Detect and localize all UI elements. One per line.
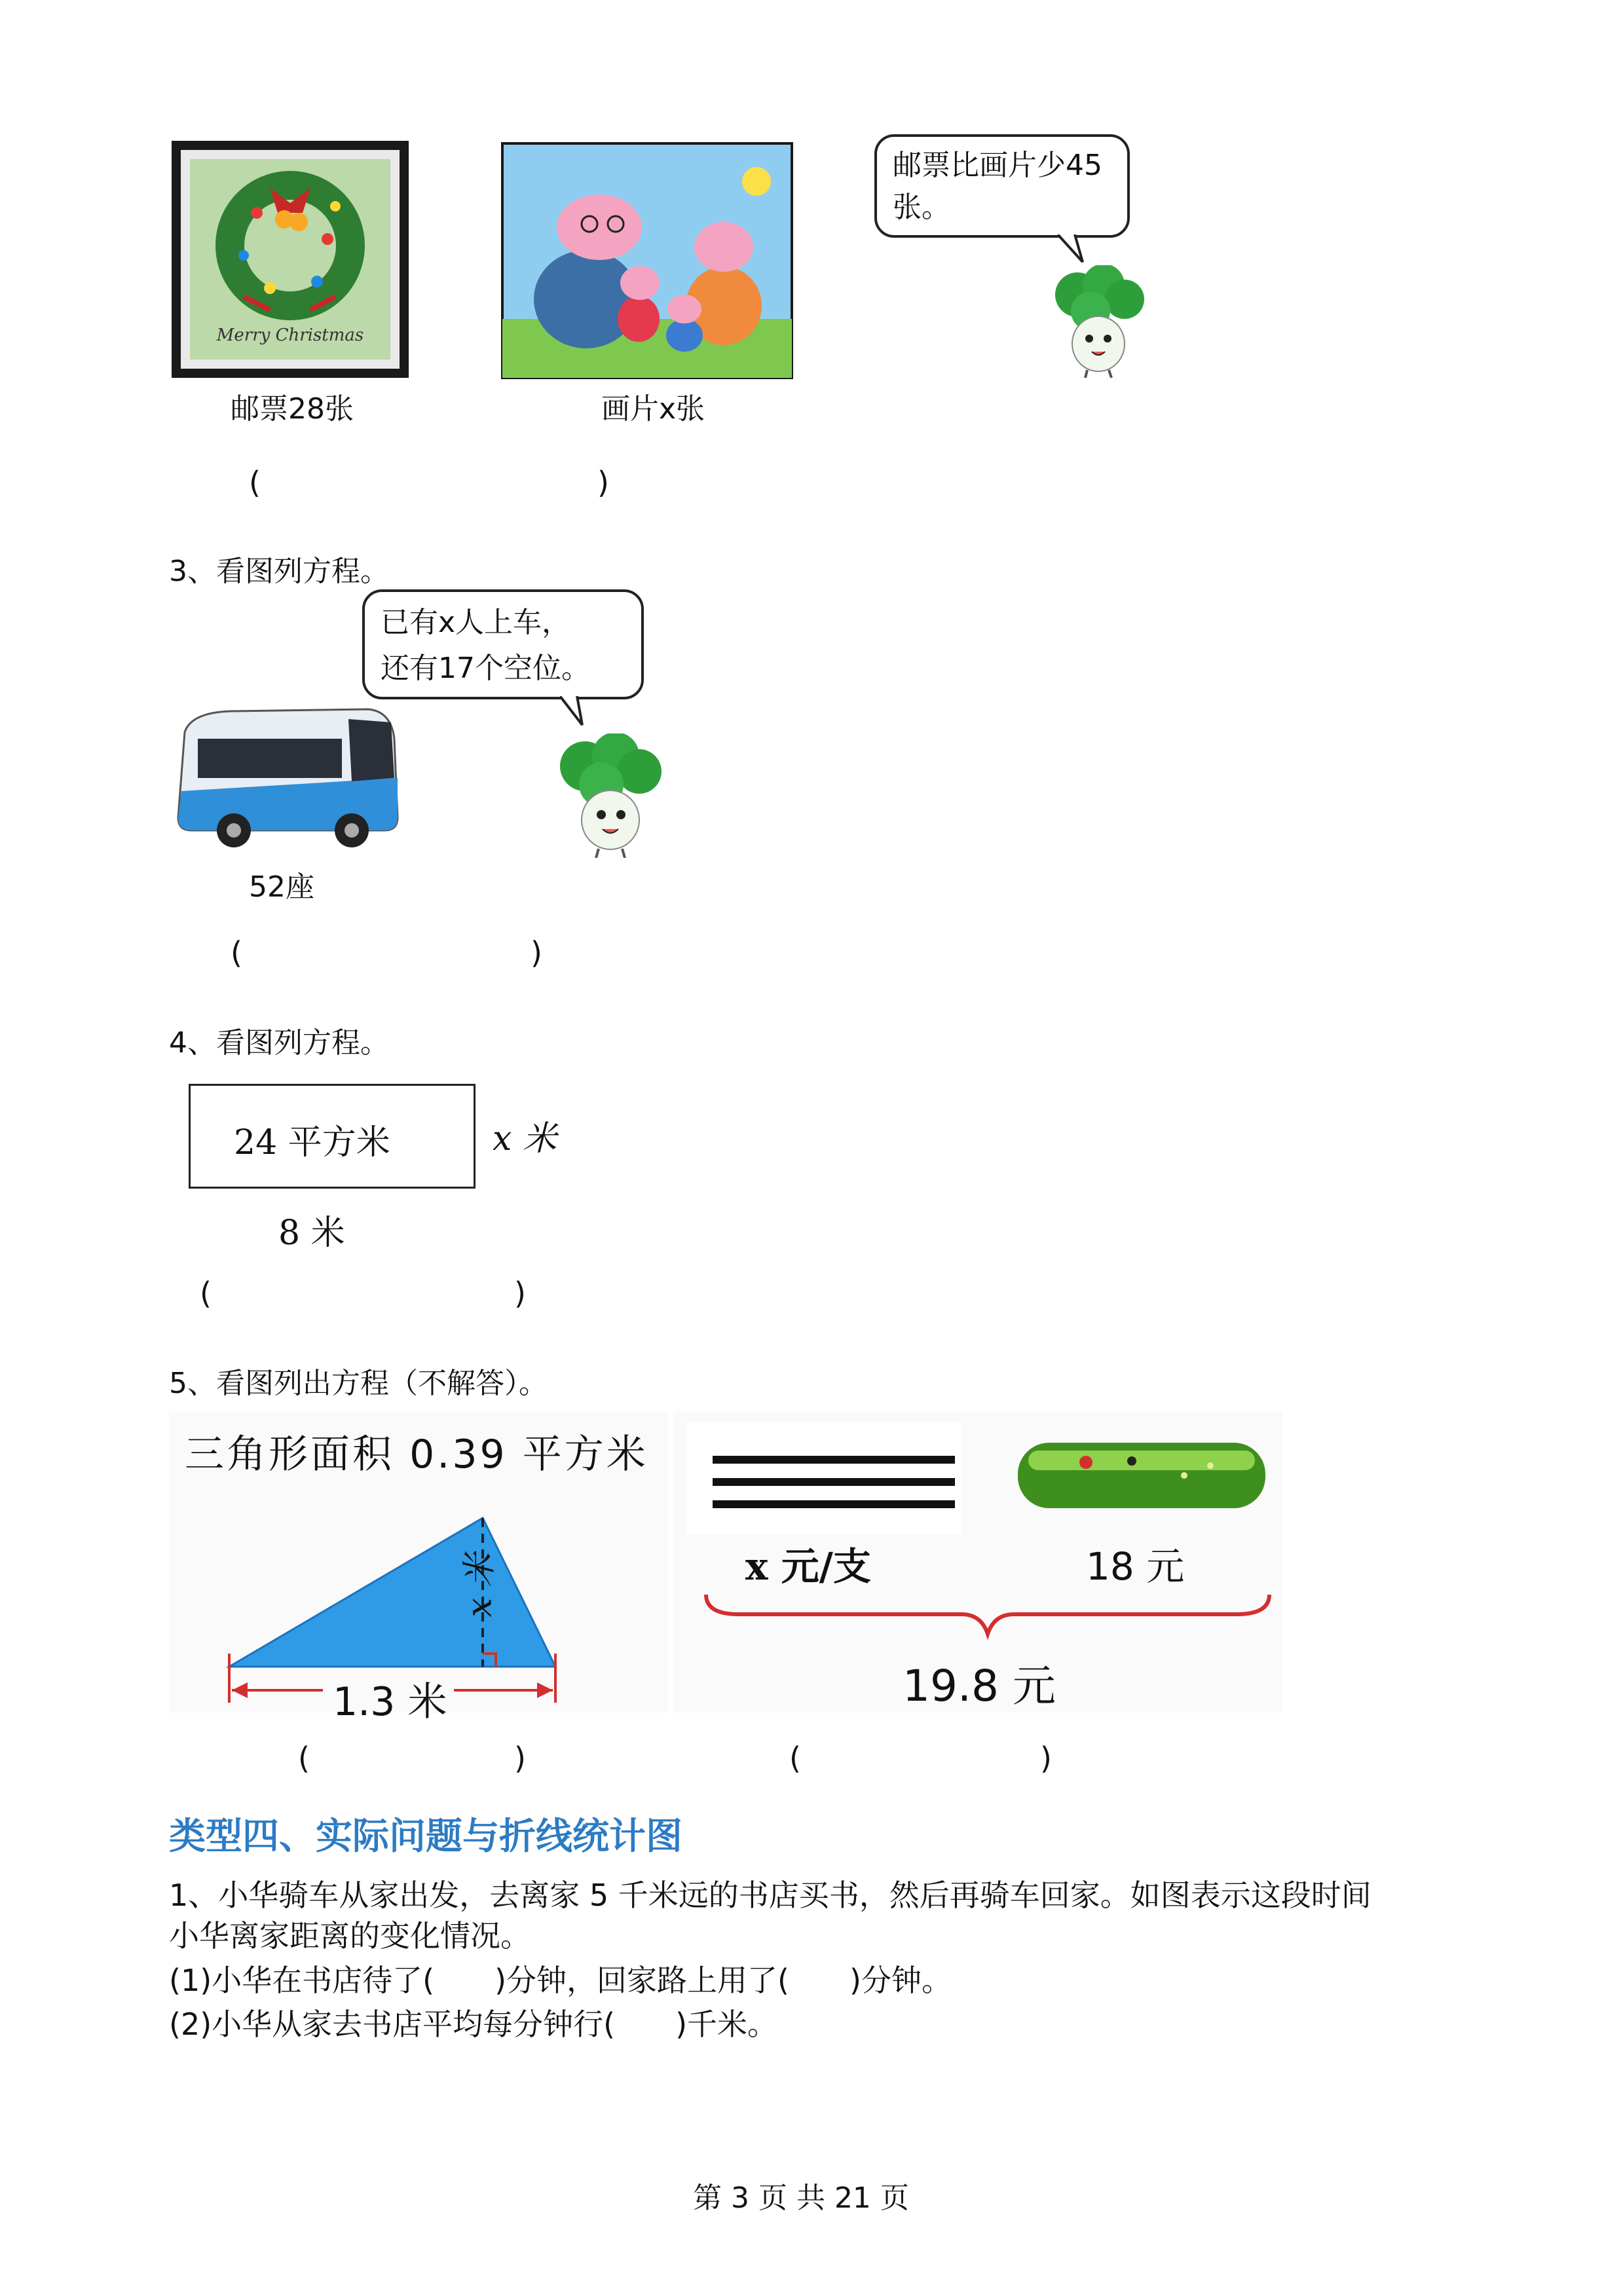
rectangle-bottom-label: 8 米	[278, 1213, 345, 1253]
answer-paren-close: )	[531, 935, 542, 971]
answer-paren-open: (	[231, 935, 242, 971]
stamp-caption: 邮票28张	[231, 392, 354, 426]
bubble-line: 张。	[893, 191, 950, 224]
christmas-stamp-image	[172, 141, 409, 378]
question-4-title: 4、看图列方程。	[169, 1026, 389, 1060]
question-5-title: 5、看图列出方程（不解答）。	[169, 1367, 548, 1400]
bus-image	[172, 699, 401, 851]
sub-question-2: (2)小华从家去书店平均每分钟行( )千米。	[169, 2007, 778, 2042]
page-footer: 第 3 页 共 21 页	[693, 2181, 909, 2215]
problem-text-line: 小华离家距离的变化情况。	[169, 1918, 531, 1953]
pen-price-label: x 元/支	[745, 1544, 871, 1589]
speech-bubble-q3	[362, 589, 644, 699]
answer-paren-close: )	[597, 465, 609, 500]
sub-question-1: (1)小华在书店待了( )分钟，回家路上用了( )分钟。	[169, 1963, 952, 1998]
answer-paren-open: (	[298, 1741, 310, 1776]
bubble-tail-icon	[1058, 234, 1091, 267]
bubble-tail-icon	[560, 696, 593, 729]
rectangle-figure	[189, 1084, 476, 1189]
triangle-height-label: x 米	[460, 1553, 500, 1618]
bubble-line: 还有17个空位。	[381, 652, 590, 685]
answer-paren-close: )	[1040, 1741, 1052, 1776]
peppa-pig-image	[501, 142, 793, 379]
answer-paren-close: )	[514, 1741, 526, 1776]
triangle-panel	[169, 1411, 668, 1725]
pencil-case-image	[1014, 1436, 1269, 1515]
triangle-area-title: 三角形面积 0.39 平方米	[185, 1432, 648, 1477]
rectangle-area-label: 24 平方米	[234, 1123, 390, 1162]
answer-paren-open: (	[789, 1741, 801, 1776]
question-3-title: 3、看图列方程。	[169, 555, 389, 588]
bubble-line: 邮票比画片少45	[893, 149, 1102, 182]
answer-paren-open: (	[249, 465, 261, 500]
bus-caption: 52座	[249, 870, 314, 904]
svg-text:Merry Christmas: Merry Christmas	[216, 325, 364, 345]
speech-bubble-q2	[874, 134, 1130, 238]
bubble-line: 已有x人上车，	[381, 606, 571, 639]
answer-paren-open: (	[200, 1276, 212, 1311]
case-price-label: 18 元	[1086, 1544, 1185, 1589]
triangle-base-label: 1.3 米	[333, 1679, 447, 1725]
section-heading: 类型四、实际问题与折线统计图	[169, 1815, 682, 1858]
pen-case-panel	[673, 1411, 1282, 1713]
cabbage-mascot-icon	[1051, 265, 1146, 378]
total-price-label: 19.8 元	[903, 1661, 1056, 1711]
cabbage-mascot-icon	[555, 733, 667, 858]
answer-paren-close: )	[514, 1276, 526, 1311]
rectangle-side-label: x 米	[493, 1119, 557, 1158]
triangle-figure	[169, 1411, 668, 1713]
problem-text-line: 1、小华骑车从家出发，去离家 5 千米远的书店买书，然后再骑车回家。如图表示这段时间	[169, 1878, 1371, 1913]
pens-image	[686, 1423, 961, 1534]
total-brace-icon	[700, 1588, 1276, 1640]
picture-caption: 画片x张	[601, 392, 705, 426]
